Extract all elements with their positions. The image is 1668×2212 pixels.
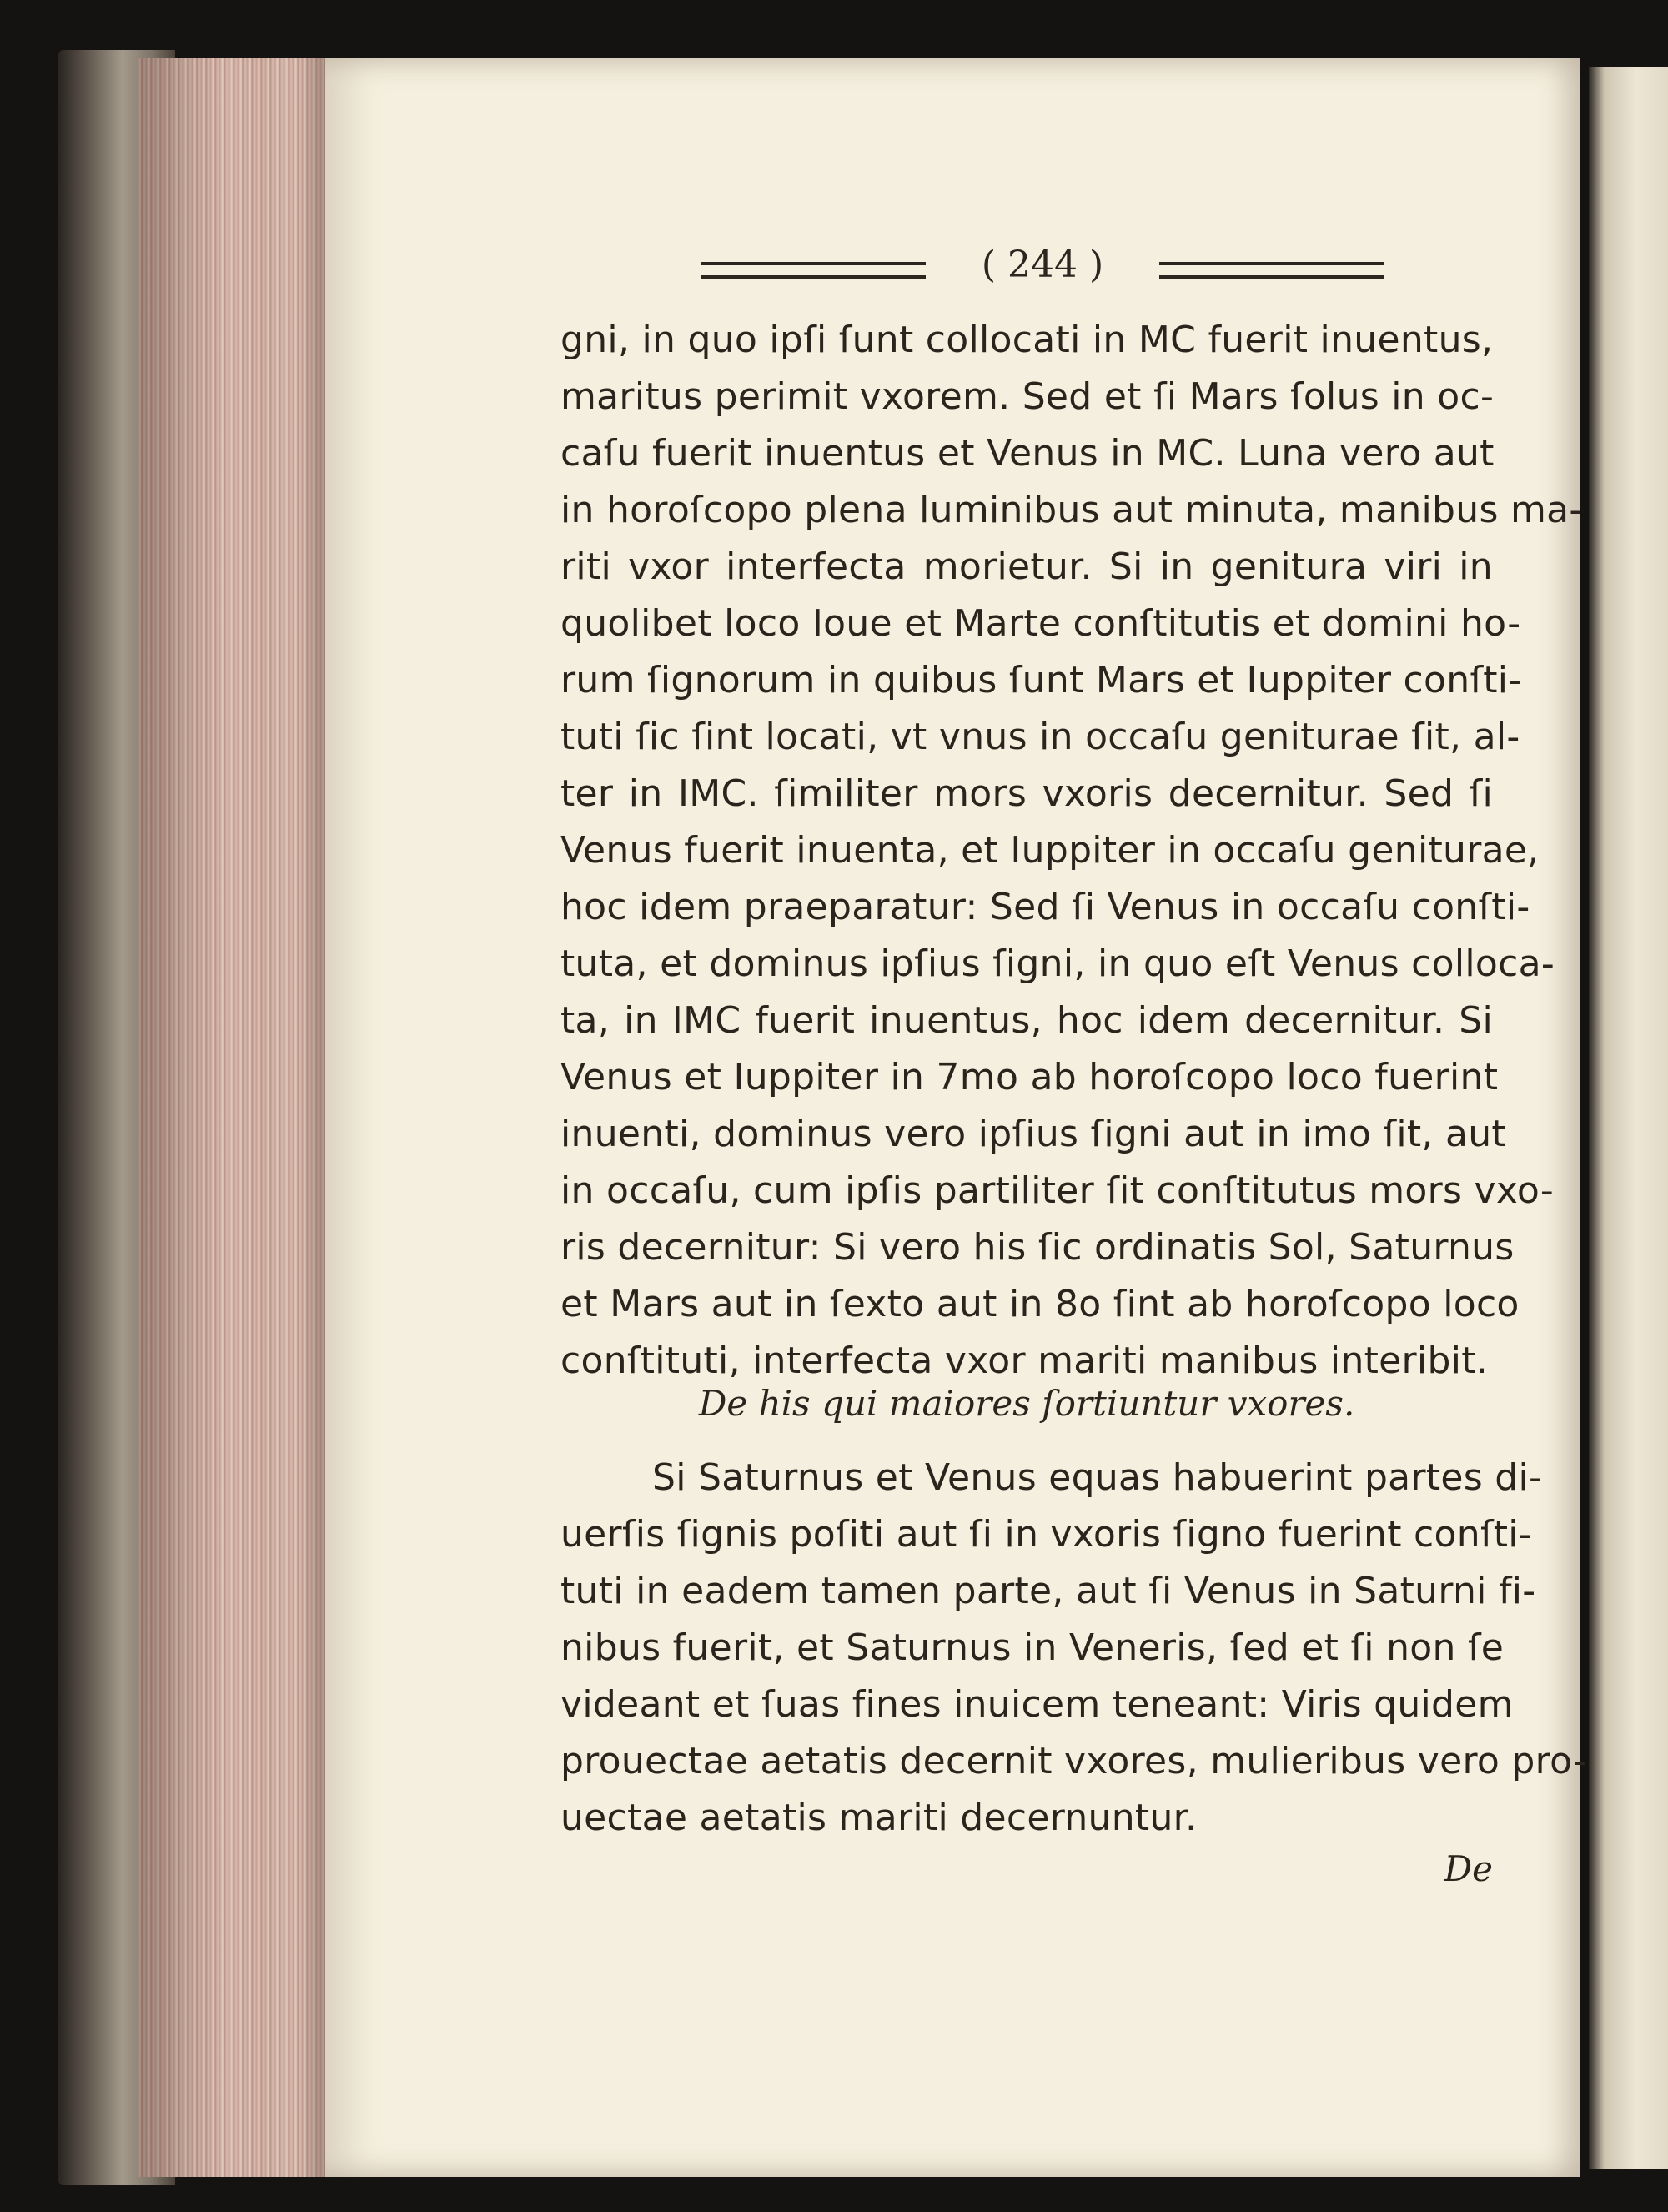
catchword: De: [1444, 1848, 1493, 1889]
text-line: ta, in IMC fuerit inuentus, hoc idem decernitur. Si: [560, 999, 1493, 1042]
text-line: maritus perimit vxorem. Sed et ſi Mars ſolus in oc-: [560, 375, 1495, 418]
text-line: ris decernitur: Si vero his ſic ordinatis Sol, Saturnus: [560, 1226, 1515, 1269]
text-line: in horoſcopo plena luminibus aut minuta, manibus ma-: [560, 489, 1583, 531]
text-line: prouectae aetatis decernit vxores, mulieribus vero pro-: [560, 1740, 1587, 1782]
page-block-shade: [138, 58, 329, 2177]
page-number: ( 244 ): [981, 244, 1104, 286]
text-line: videant et ſuas fines inuicem teneant: Viris quidem: [560, 1683, 1514, 1726]
text-line: tuta, et dominus ipſius ſigni, in quo eſt Venus colloca-: [560, 943, 1555, 985]
text-line: tuti ſic ſint locati, vt vnus in occaſu geniturae ſit, al-: [560, 716, 1520, 758]
page-header: [701, 244, 1384, 292]
text-line: uerſis ſignis poſiti aut ſi in vxoris ſigno fuerint conſti-: [560, 1513, 1532, 1556]
section-heading: De his qui maiores ſortiuntur vxores.: [698, 1383, 1355, 1424]
paragraph-1: [560, 312, 1583, 1390]
text-line: uectae aetatis mariti decernuntur.: [560, 1797, 1198, 1839]
text-line: riti vxor interfecta morietur. Si in genitura viri in: [560, 545, 1493, 588]
text-line: inuenti, dominus vero ipſius ſigni aut in imo ſit, aut: [560, 1113, 1506, 1155]
text-line: gni, in quo ipſi ſunt collocati in MC fuerit inuentus,: [560, 319, 1494, 361]
text-line: Si Saturnus et Venus equas habuerint partes di-: [652, 1456, 1543, 1499]
text-line: conſtituti, interfecta vxor mariti manibus interibit.: [560, 1340, 1489, 1382]
text-line: quolibet loco Ioue et Marte conſtitutis et domini ho-: [560, 602, 1521, 645]
text-line: et Mars aut in ſexto aut in 8o ſint ab horoſcopo loco: [560, 1283, 1520, 1325]
text-line: Venus et Iuppiter in 7mo ab horoſcopo loco fuerint: [560, 1056, 1499, 1098]
paragraph-2: [560, 1450, 1587, 1847]
facing-page-edge: [1589, 67, 1668, 2169]
text-line: in occaſu, cum ipſis partiliter ſit conſtitutus mors vxo-: [560, 1169, 1555, 1212]
text-line: caſu fuerit inuentus et Venus in MC. Luna vero aut: [560, 432, 1495, 475]
text-line: Venus fuerit inuenta, et Iuppiter in occaſu geniturae,: [560, 829, 1540, 872]
text-line: hoc idem praeparatur: Sed ſi Venus in occaſu conſti-: [560, 886, 1530, 928]
header-rule-left: [701, 262, 926, 279]
text-line: nibus fuerit, et Saturnus in Veneris, ſed et ſi non ſe: [560, 1626, 1505, 1669]
text-line: ter in IMC. ſimiliter mors vxoris decernitur. Sed ſi: [560, 772, 1493, 815]
header-rule-right: [1159, 262, 1384, 279]
text-line: tuti in eadem tamen parte, aut ſi Venus in Saturni fi-: [560, 1570, 1536, 1612]
text-line: rum ſignorum in quibus ſunt Mars et Iuppiter conſti-: [560, 659, 1522, 701]
